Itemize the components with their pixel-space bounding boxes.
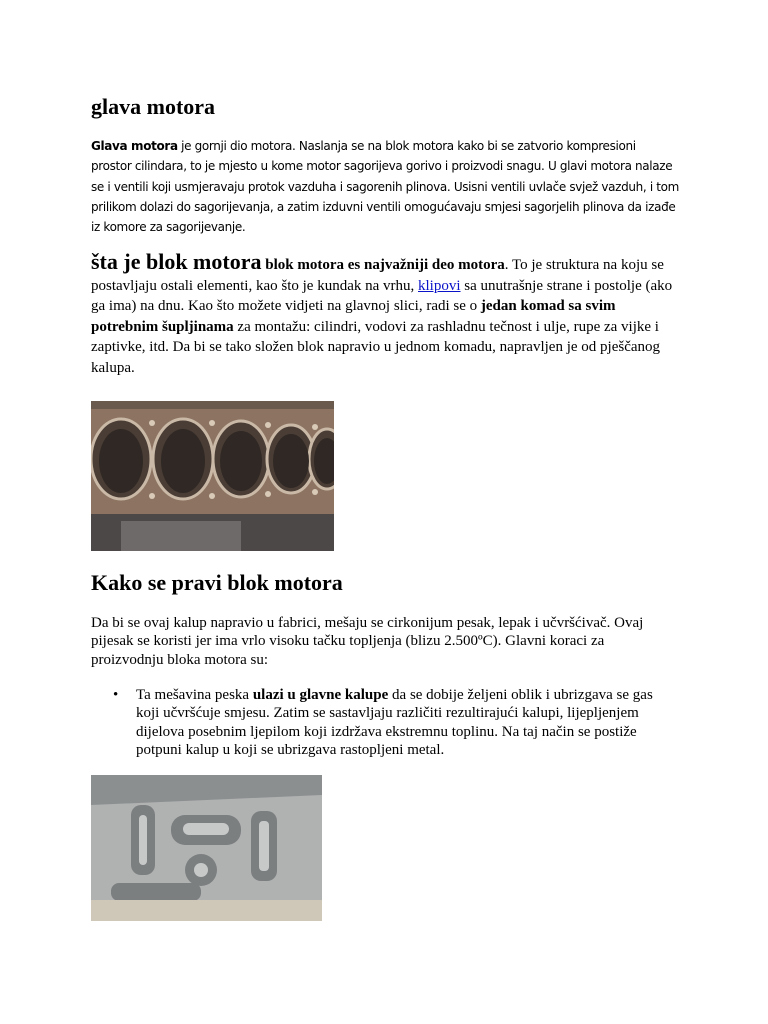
paragraph-text: za montažu: cilindri, vodovi za rashladnu tečnost i ulje, rupe za vijke i zaptivke, itd. Da bi se tako složen blok napravio u jednom komadu, napravljen je od pješčanog kalupa. xyxy=(91,318,661,376)
bold-term: Glava motora xyxy=(91,139,178,153)
link-klipovi[interactable]: klipovi xyxy=(418,277,461,294)
sand-mold-illustration xyxy=(91,775,322,921)
paragraph-blok xyxy=(91,249,679,379)
steps-list xyxy=(91,686,679,759)
paragraph-text: sa unutrašnje strane i postolje (ako ga ima) na dnu. Kao što možete vidjeti na glavnoj slici, radi se o xyxy=(91,277,673,315)
paragraph-text: . To je struktura na koju se postavljaju ostali elementi, kao što je kundak na vrhu, xyxy=(91,257,664,294)
bold-phrase: jedan komad sa svim potrebnim šupljinama xyxy=(91,298,616,335)
engine-block-photo xyxy=(91,401,334,551)
inline-heading-blok: šta je blok motora xyxy=(91,249,262,274)
engine-block-illustration xyxy=(91,401,334,551)
paragraph-glava xyxy=(91,136,679,237)
sand-mold-photo xyxy=(91,775,322,921)
section-heading-kako: Kako se pravi blok motora xyxy=(91,570,343,595)
bullet: • xyxy=(113,687,119,703)
paragraph-text: je gornji dio motora. Naslanja se na blok motora kako bi se zatvorio kompresioni prostor cilindara, to je mjesto u kome motor sagorijeva gorivo i proizvodi snagu. U glavi motora nalaze se i ventili koji usmjeravaju protok vazduha i sagorenih plinova. Usisni ventili uvlače svjež vazduh, i tom prilikom dolazi do sagorijevanja, a zatim izduvni ventili omogućavaju smjesi sagorjelih plinova da izađe iz komore za sagorijevanje. xyxy=(91,139,679,235)
bold-lead: blok motora es najvažniji deo motora xyxy=(265,257,505,273)
list-item xyxy=(91,686,679,759)
list-item-text: da se dobije željeni oblik i ubrizgava se gas koji učvršćuje smjesu. Zatim se sastavljaju različiti rezultirajući kalupi, lijepljenjem dijelova posebnim ljepilom koji izdržava ekstremnu toplinu. Na taj način se postiže potpuni kalup u koji se ubrizgava rastopljeni metal. xyxy=(136,687,653,758)
section-heading-glava: glava motora xyxy=(91,94,216,119)
bold-phrase: ulazi u glavne kalupe xyxy=(252,687,389,703)
paragraph-kako: Da bi se ovaj kalup napravio u fabrici, mešaju se cirkonijum pesak, lepak i učvršćivač. Ovaj pijesak se koristi jer ima vrlo visoku tačku topljenja (blizu 2.500ºC). Glavni koraci za proizvodnju bloka motora su: xyxy=(91,615,644,668)
list-item-text: Ta mešavina peska xyxy=(136,687,253,703)
